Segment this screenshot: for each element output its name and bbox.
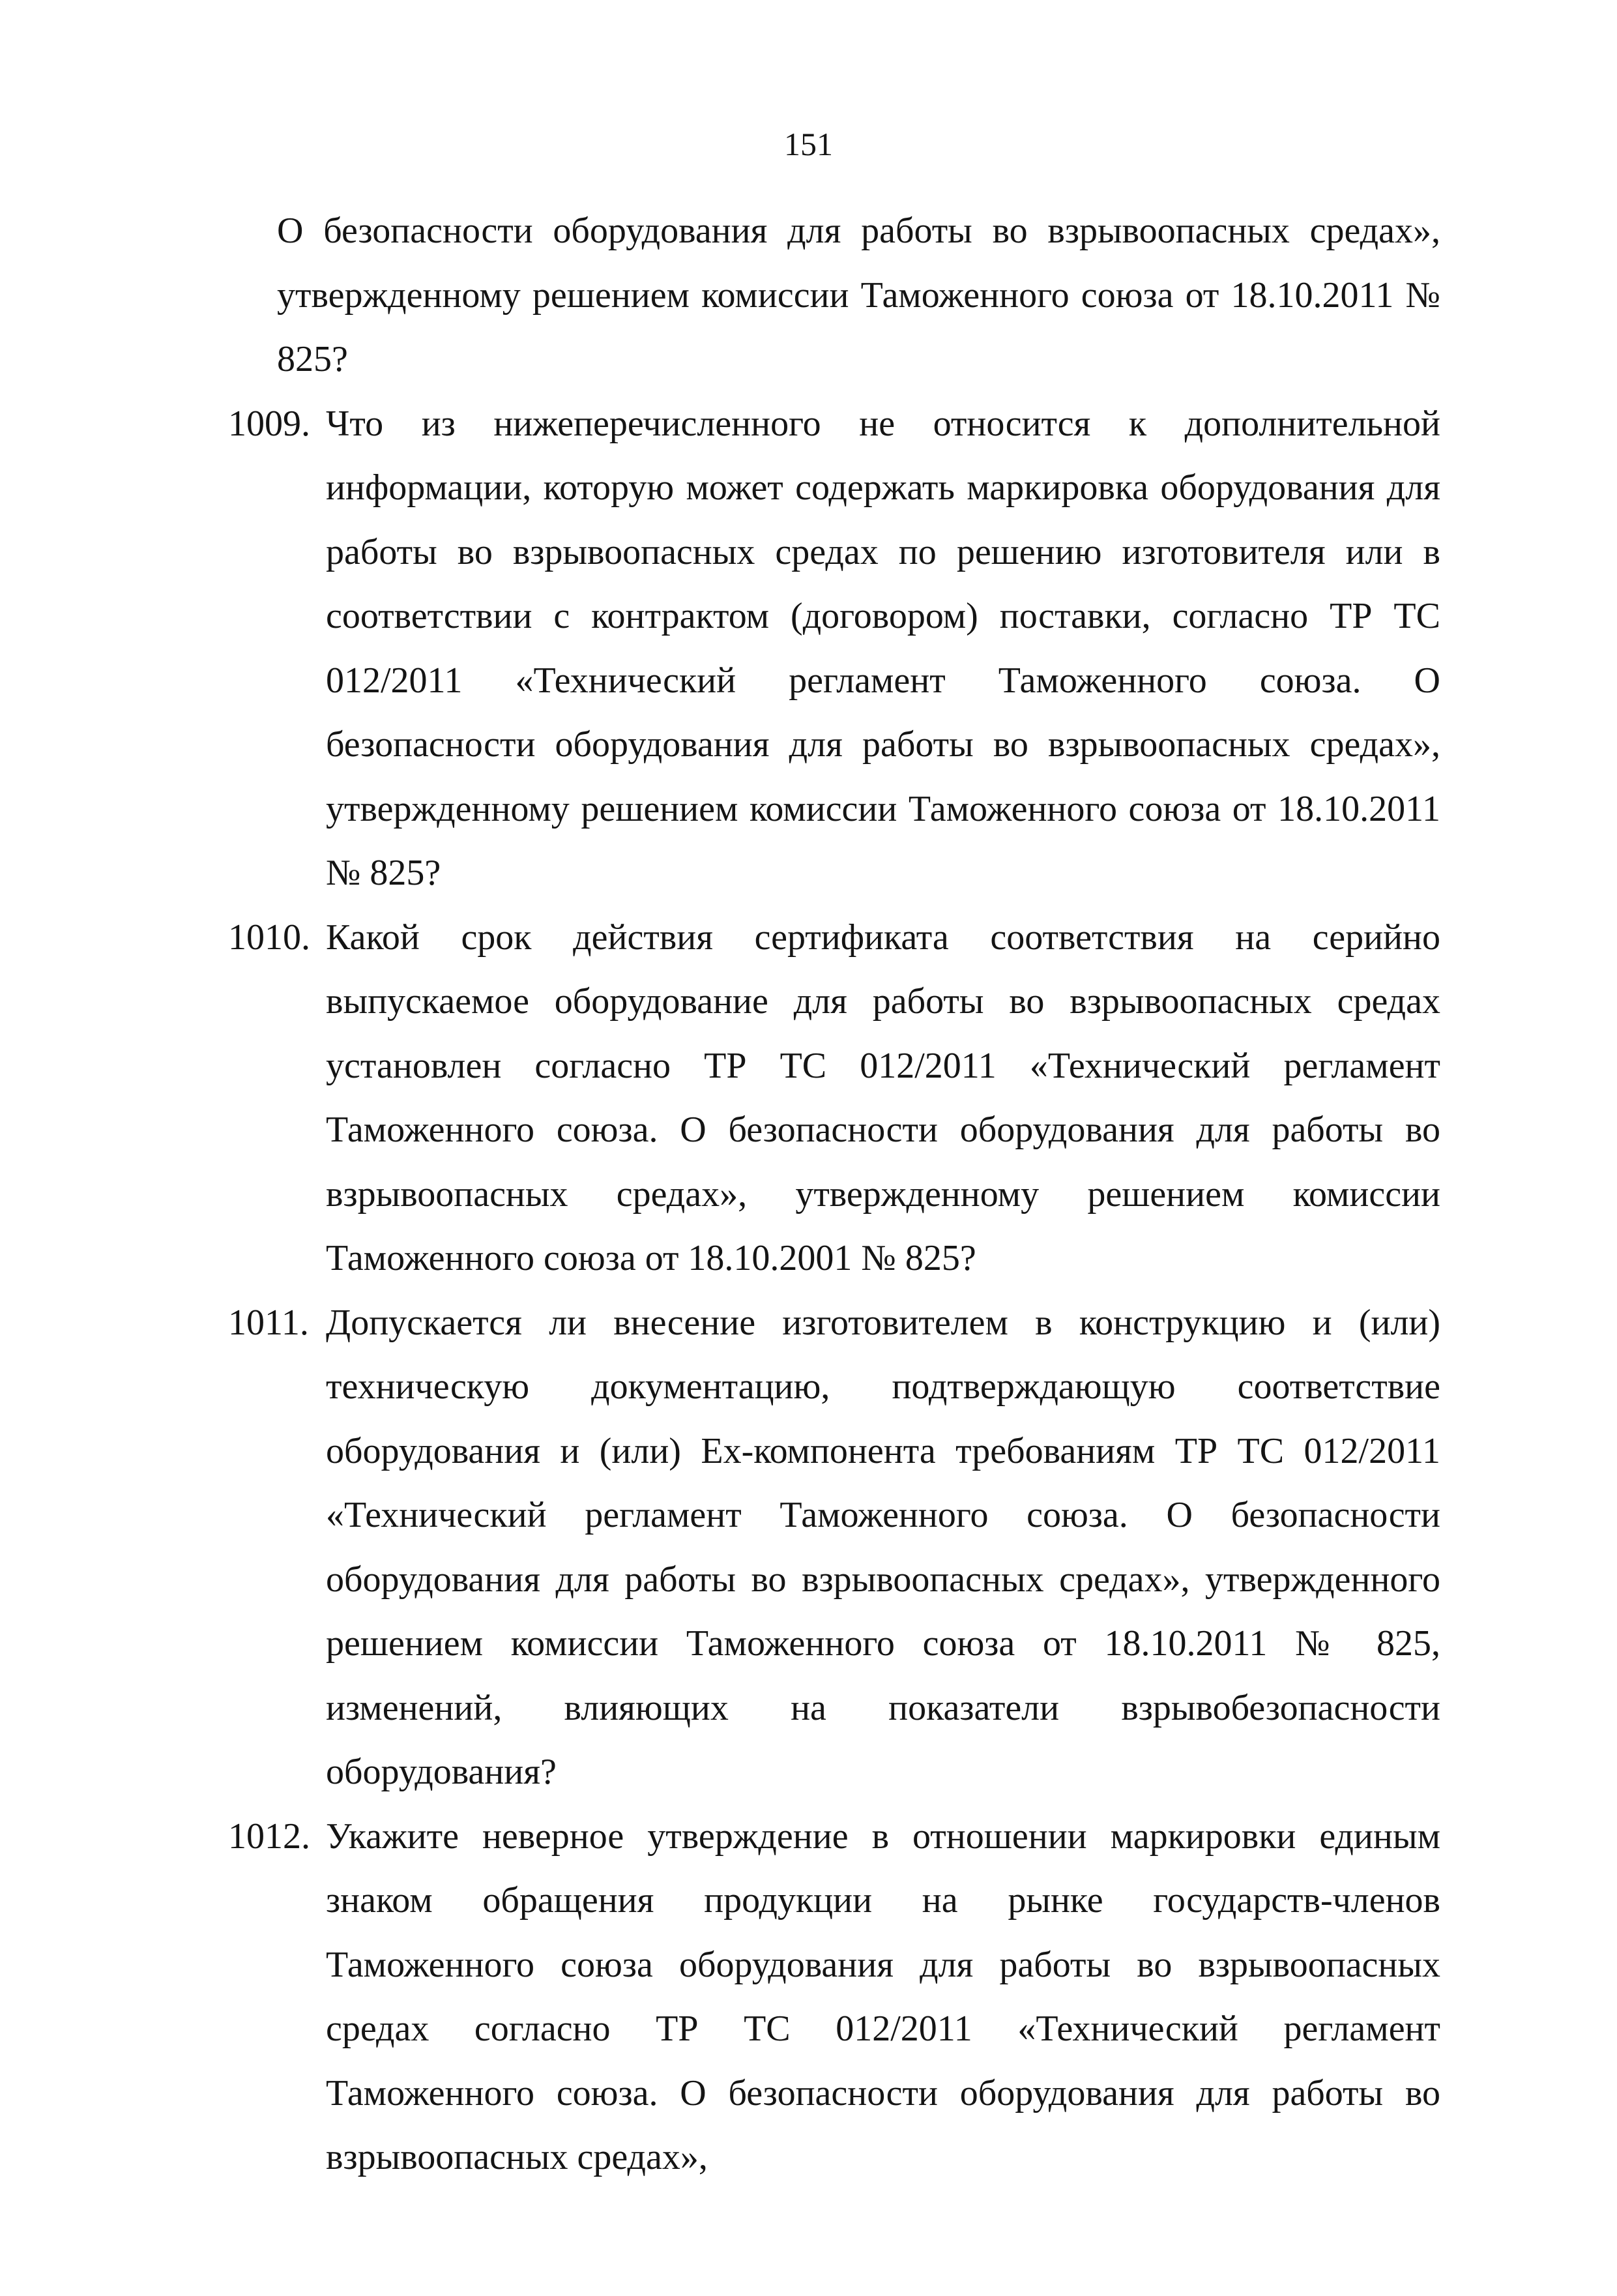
document-body [228,199,1440,2190]
continuation-paragraph: О безопасности оборудования для работы во взрывоопасных средах», утвержденному решением комиссии Таможенного союза от 18.10.2011 № 825? [277,211,1440,379]
question-text: Что из нижеперечисленного не относится к дополнительной информации, которую может содержать маркировка оборудования для работы во взрывоопасных средах по решению изготовителя или в соответствии с контрактом (договором) поставки, согласно ТР ТС 012/2011 «Технический регламент Таможенного союза. О безопасности оборудования для работы во взрывоопасных средах», утвержденному решением комиссии Таможенного союза от 18.10.2011 № 825? [326,403,1440,893]
question-1009 [228,392,1440,905]
question-1010 [228,905,1440,1291]
page-number: 151 [784,126,833,162]
question-number: 1011. [228,1302,309,1343]
question-number: 1010. [228,917,310,958]
question-1011 [228,1291,1440,1804]
question-text: Допускается ли внесение изготовителем в конструкцию и (или) техническую документацию, подтверждающую соответствие оборудования и (или) Ех-компонента требованиям ТР ТС 012/2011 «Технический регламент Таможенного союза. О безопасности оборудования для работы во взрывоопасных средах», утвержденного решением комиссии Таможенного союза от 18.10.2011 № 825, изменений, влияющих на показатели взрывобезопасности оборудования? [326,1302,1440,1792]
question-text: Укажите неверное утверждение в отношении маркировки единым знаком обращения продукции на рынке государств-членов Таможенного союза оборудования для работы во взрывоопасных средах согласно ТР ТС 012/2011 «Технический регламент Таможенного союза. О безопасности оборудования для работы во взрывоопасных средах», [326,1816,1440,2177]
question-number: 1009. [228,403,310,444]
question-1012 [228,1804,1440,2190]
question-text: Какой срок действия сертификата соответствия на серийно выпускаемое оборудование для работы во взрывоопасных средах установлен согласно ТР ТС 012/2011 «Технический регламент Таможенного союза. О безопасности оборудования для работы во взрывоопасных средах», утвержденному решением комиссии Таможенного союза от 18.10.2001 № 825? [326,917,1440,1278]
question-number: 1012. [228,1816,310,1857]
